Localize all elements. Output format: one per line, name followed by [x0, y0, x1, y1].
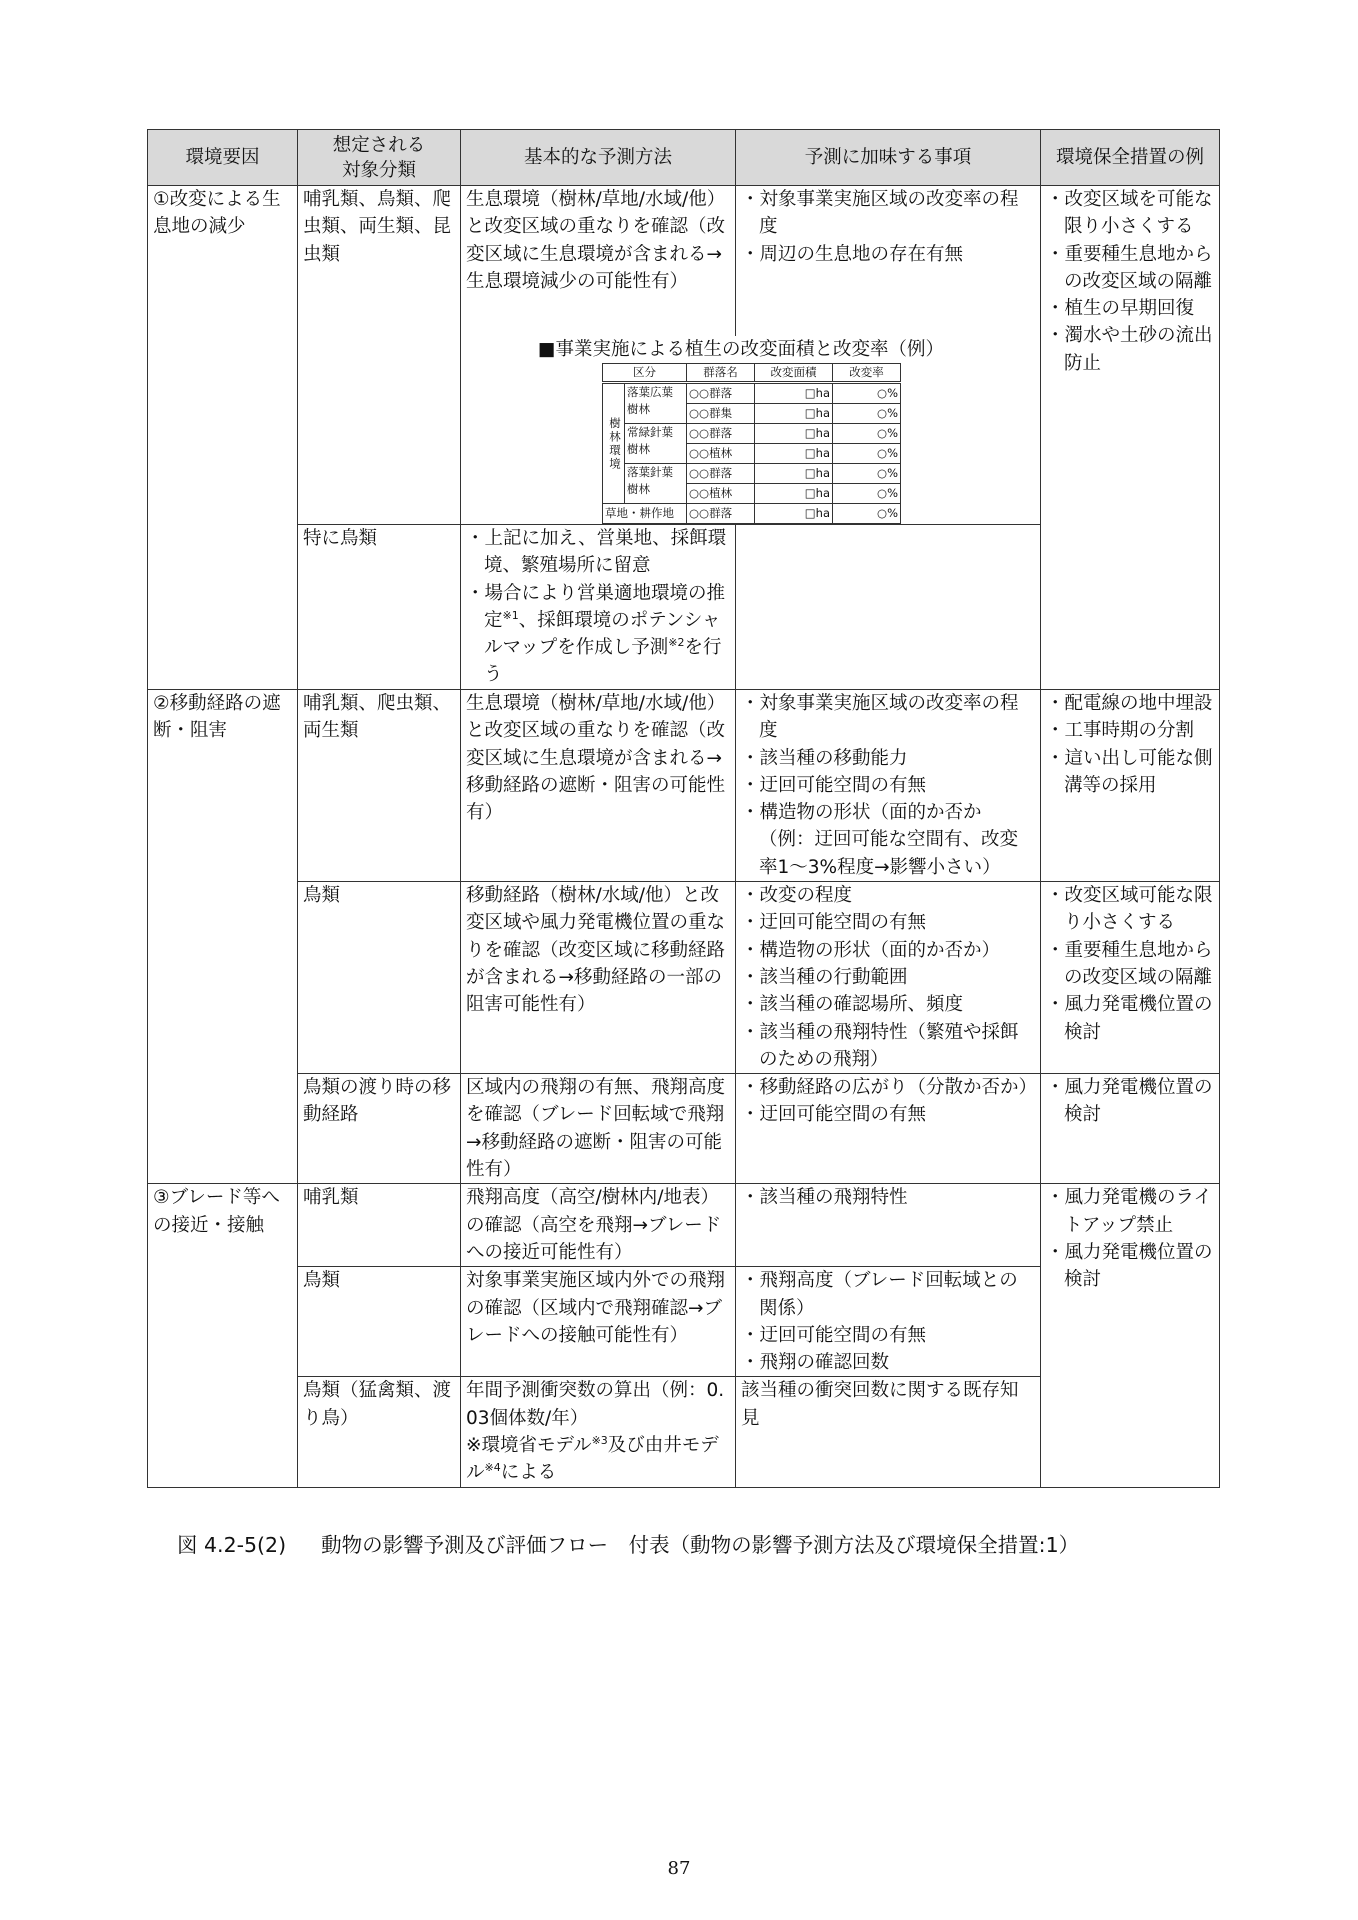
consideration-item: ・該当種の移動能力	[741, 747, 908, 769]
figure-caption	[177, 1530, 1207, 1560]
consideration-item: ・構造物の形状（面的か否か	[741, 802, 982, 824]
table-row	[148, 1074, 1220, 1184]
inset-name: ○○群落	[687, 464, 755, 484]
footnote-ref: ※1	[502, 608, 519, 622]
measure-item: ・重要種生息地からの改変区域の隔離	[1046, 939, 1213, 988]
considerations-cell	[736, 690, 1041, 882]
inset-type-line1: 常緑針葉	[627, 425, 673, 439]
measures-cell	[1041, 882, 1220, 1074]
method-text-part: 及び由井モデル	[466, 1435, 719, 1484]
inset-type	[625, 464, 687, 504]
inset-header: 区分	[603, 364, 687, 383]
method-text-part: による	[500, 1462, 557, 1484]
inset-header: 改変面積	[755, 364, 833, 383]
footnote-ref: ※3	[591, 1434, 608, 1448]
measure-item: ・這い出し可能な側溝等の採用	[1046, 747, 1213, 796]
considerations-cell	[736, 186, 1041, 337]
table-row	[148, 882, 1220, 1074]
consideration-item: ・迂回可能空間の有無	[741, 912, 927, 934]
consideration-item: ・飛翔の確認回数	[741, 1352, 890, 1374]
target-cell: 哺乳類	[298, 1184, 461, 1267]
measure-item: ・風力発電機位置の検討	[1046, 994, 1213, 1043]
inset-title: ■事業実施による植生の改変面積と改変率（例）	[538, 339, 944, 360]
target-cell: 哺乳類、爬虫類、両生類	[298, 690, 461, 882]
inset-type	[625, 383, 687, 424]
factor-cell: ①改変による生息地の減少	[148, 186, 298, 690]
measures-cell	[1041, 690, 1220, 882]
consideration-item: ・移動経路の広がり（分散か否か）	[741, 1077, 1038, 1099]
footnote-ref: ※4	[484, 1461, 501, 1475]
inset-row	[603, 424, 901, 444]
considerations-cell	[736, 1074, 1041, 1184]
method-cell	[461, 1377, 736, 1487]
method-text: 年間予測衝突数の算出（例：0.03個体数/年）	[466, 1380, 725, 1429]
inset-type-line2: 樹林	[627, 402, 650, 416]
header-factor-text: 環境要因	[185, 146, 260, 168]
consideration-item: ・構造物の形状（面的か否か）	[741, 939, 1001, 961]
figure-number: 図 4.2-5(2)	[177, 1533, 287, 1557]
inset-area: □ha	[755, 504, 833, 524]
measures-cell	[1041, 186, 1220, 690]
considerations-cell: 該当種の衝突回数に関する既存知見	[736, 1377, 1041, 1487]
target-cell: 鳥類（猛禽類、渡り鳥）	[298, 1377, 461, 1487]
method-item: ・上記に加え、営巣地、採餌環境、繁殖場所に留意	[466, 528, 727, 577]
measure-item: ・濁水や土砂の流出防止	[1046, 325, 1213, 374]
header-considerations	[736, 130, 1041, 186]
consideration-item: ・飛翔高度（ブレード回転域との関係）	[741, 1270, 1018, 1319]
header-target	[298, 130, 461, 186]
consideration-item: ・該当種の行動範囲	[741, 966, 908, 988]
method-cell: 飛翔高度（高空/樹林内/地表）の確認（高空を飛翔→ブレードへの接近可能性有）	[461, 1184, 736, 1267]
consideration-item: ・迂回可能空間の有無	[741, 1324, 927, 1346]
inset-row	[603, 383, 901, 404]
measure-item: ・風力発電機のライトアップ禁止	[1046, 1187, 1212, 1236]
inset-name: ○○植林	[687, 444, 755, 464]
method-text: 、採餌環境のポテンシャルマップを作成し予測	[484, 609, 721, 659]
considerations-cell	[736, 1184, 1041, 1267]
inset-rate: ○%	[833, 383, 901, 404]
prediction-table	[147, 129, 1220, 1488]
target-cell: 哺乳類、鳥類、爬虫類、両生類、昆虫類	[298, 186, 461, 337]
inset-type-line1: 落葉広葉	[627, 385, 673, 399]
measure-item: ・重要種生息地からの改変区域の隔離	[1046, 243, 1213, 292]
header-measures	[1041, 130, 1220, 186]
header-factor	[148, 130, 298, 186]
inset-row	[603, 504, 901, 524]
inset-type	[625, 424, 687, 464]
consideration-item: ・対象事業実施区域の改変率の程度	[741, 189, 1019, 238]
target-cell: 特に鳥類	[298, 525, 461, 690]
consideration-item: ・該当種の飛翔特性	[741, 1187, 908, 1209]
considerations-cell-empty	[736, 525, 1041, 690]
method-cell: 区域内の飛翔の有無、飛翔高度を確認（ブレード回転域で飛翔→移動経路の遮断・阻害の可能性有）	[461, 1074, 736, 1184]
inset-name: ○○群集	[687, 404, 755, 424]
inset-area: □ha	[755, 424, 833, 444]
inset-rate: ○%	[833, 444, 901, 464]
measure-item: ・改変区域を可能な限り小さくする	[1046, 189, 1213, 238]
inset-figure	[461, 336, 1041, 525]
method-cell	[461, 525, 736, 690]
consideration-item: ・改変の程度	[741, 885, 853, 907]
inset-header-row	[603, 364, 901, 383]
header-considerations-text: 予測に加味する事項	[804, 146, 972, 168]
inset-rate: ○%	[833, 404, 901, 424]
inset-area: □ha	[755, 383, 833, 404]
inset-name: ○○群落	[687, 424, 755, 444]
factor-cell: ③ブレード等への接近・接触	[148, 1184, 298, 1487]
header-method	[461, 130, 736, 186]
inset-group-label: 樹林環境	[603, 383, 625, 504]
factor-cell: ②移動経路の遮断・阻害	[148, 690, 298, 1184]
vegetation-change-table	[602, 363, 901, 524]
inset-rate: ○%	[833, 464, 901, 484]
header-method-text: 基本的な予測方法	[523, 146, 672, 168]
method-cell: 移動経路（樹林/水域/他）と改変区域や風力発電機位置の重なりを確認（改変区域に移動経路が含まれる→移動経路の一部の阻害可能性有）	[461, 882, 736, 1074]
header-target-text: 想定される 対象分類	[332, 134, 426, 181]
consideration-item: ・該当種の確認場所、頻度	[741, 994, 964, 1016]
inset-rate: ○%	[833, 484, 901, 504]
method-text: ・場合により営巣適地環境の推定	[466, 582, 726, 631]
inset-type-line2: 樹林	[627, 442, 650, 456]
considerations-cell	[736, 1267, 1041, 1377]
method-cell: 対象事業実施区域内外での飛翔の確認（区域内で飛翔確認→ブレードへの接触可能性有）	[461, 1267, 736, 1377]
inset-header: 改変率	[833, 364, 901, 383]
target-cell: 鳥類の渡り時の移動経路	[298, 1074, 461, 1184]
measure-item: ・風力発電機位置の検討	[1046, 1077, 1213, 1126]
inset-rate: ○%	[833, 424, 901, 444]
consideration-item: ・迂回可能空間の有無	[741, 774, 927, 796]
table-row	[148, 186, 1220, 337]
target-cell-empty	[298, 336, 461, 525]
inset-name: ○○群落	[687, 504, 755, 524]
consideration-item: ・該当種の飛翔特性（繁殖や採餌のための飛翔）	[741, 1021, 1019, 1070]
inset-area: □ha	[755, 464, 833, 484]
consideration-item: ・迂回可能空間の有無	[741, 1104, 927, 1126]
considerations-cell	[736, 882, 1041, 1074]
measure-item: ・工事時期の分割	[1046, 720, 1195, 742]
measure-item: ・風力発電機位置の検討	[1046, 1241, 1213, 1291]
page-number: 87	[667, 1858, 691, 1879]
consideration-example: （例：迂回可能な空間有、改変率1～3%程度→影響小さい）	[759, 829, 1019, 878]
figure-title: 動物の影響予測及び評価フロー 付表（動物の影響予測方法及び環境保全措置:1）	[321, 1533, 1080, 1557]
method-item	[466, 580, 730, 689]
consideration-item: ・対象事業実施区域の改変率の程度	[741, 693, 1019, 742]
table-row	[148, 690, 1220, 882]
inset-name: ○○群落	[687, 383, 755, 404]
table-header-row	[148, 130, 1220, 186]
inset-area: □ha	[755, 484, 833, 504]
inset-name: ○○植林	[687, 484, 755, 504]
inset-row	[603, 464, 901, 484]
inset-header: 群落名	[687, 364, 755, 383]
target-cell: 鳥類	[298, 882, 461, 1074]
inset-type-line2: 樹林	[627, 482, 650, 496]
method-text: を行う	[484, 637, 722, 686]
measure-item: ・配電線の地中埋設	[1046, 693, 1213, 714]
inset-rate: ○%	[833, 504, 901, 524]
table-row	[148, 1184, 1220, 1267]
method-cell: 生息環境（樹林/草地/水域/他）と改変区域の重なりを確認（改変区域に生息環境が含まれる→移動経路の遮断・阻害の可能性有）	[461, 690, 736, 882]
method-text	[466, 1432, 730, 1487]
measure-item: ・改変区域可能な限り小さくする	[1046, 885, 1213, 934]
target-cell: 鳥類	[298, 1267, 461, 1377]
measures-cell	[1041, 1074, 1220, 1184]
measures-cell	[1041, 1184, 1220, 1487]
method-text-part: ※環境省モデル	[466, 1435, 592, 1457]
inset-type: 草地・耕作地	[603, 504, 687, 524]
inset-type-line1: 落葉針葉	[627, 465, 673, 479]
consideration-item: ・周辺の生息地の存在有無	[741, 243, 964, 265]
measure-item: ・植生の早期回復	[1046, 298, 1195, 320]
method-cell: 生息環境（樹林/草地/水域/他）と改変区域の重なりを確認（改変区域に生息環境が含まれる→生息環境減少の可能性有）	[461, 186, 736, 337]
inset-area: □ha	[755, 444, 833, 464]
inset-area: □ha	[755, 404, 833, 424]
header-measures-text: 環境保全措置の例	[1055, 146, 1204, 168]
footnote-ref: ※2	[668, 636, 685, 650]
